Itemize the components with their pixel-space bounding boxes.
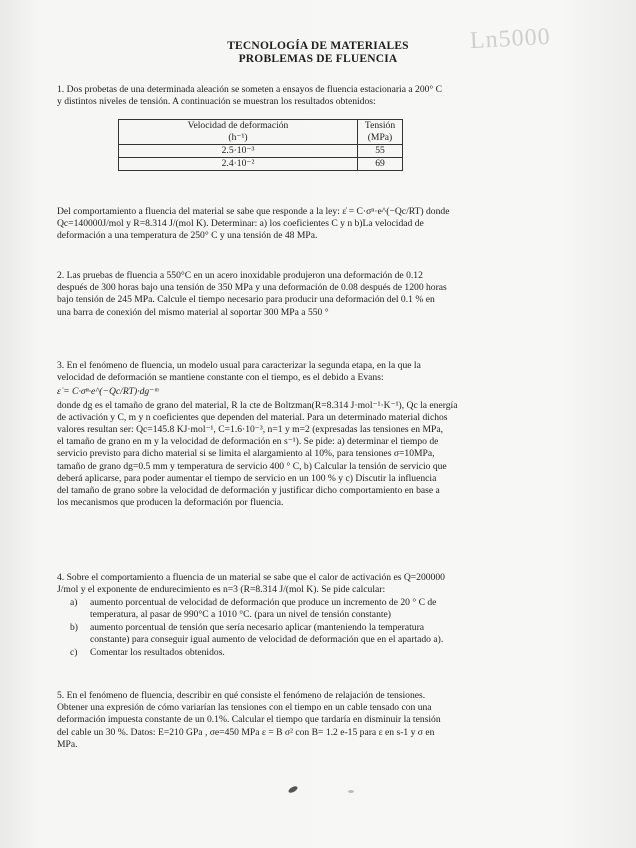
- text-line: 2. Las pruebas de fluencia a 550°C en un acero inoxidable produjeron una deformación de 0.12: [57, 270, 423, 281]
- text-line: tamaño de grano dg=0.5 mm y temperatura de servicio 400 ° C, b) Calcular la tensión de servicio que: [57, 460, 447, 472]
- list-item-a: a) aumento porcentual de velocidad de deformación que produce un incremento de 20 ° C de: [70, 597, 437, 608]
- ink-smudge: [287, 785, 298, 794]
- problem-3: [57, 360, 577, 509]
- list-item-b: b) aumento porcentual de tensión que sería necesario aplicar (manteniendo la temperatura: [70, 622, 425, 633]
- text-line: 4. Sobre el comportamiento a fluencia de un material se sabe que el calor de activación es Q=200000: [57, 572, 445, 583]
- text-line: 5. En el fenómeno de fluencia, describir en qué consiste el fenómeno de relajación de tensiones.: [57, 690, 426, 701]
- text-line: velocidad de deformación se mantiene constante con el tiempo, es el debido a Evans:: [57, 372, 384, 384]
- problem-1-intro: [57, 84, 577, 108]
- text-line: y distintos niveles de tensión. A continuación se muestran los resultados obtenidos:: [57, 96, 376, 108]
- text-line: J/mol y el exponente de endurecimiento es n=3 (R=8.314 J/(mol K). Se pide calcular:: [57, 584, 386, 596]
- text-line: MPa.: [57, 738, 78, 750]
- text-line: valores resultan ser: Qc=145.8 KJ·mol⁻¹, C=1.6·10⁻³, n=1 y m=2 (expresadas las tensiones en MPa,: [57, 424, 444, 436]
- cell-stress: 55: [358, 145, 403, 158]
- evans-formula: ε̇ = C·σⁿ·e^(−Qc/RT)·dg⁻ᵐ: [57, 386, 159, 398]
- document-subtitle: PROBLEMAS DE FLUENCIA: [238, 53, 398, 65]
- text-line: deberá aplicarse, para poder aumentar el tiempo de servicio en un 100 % y c) Discutir la influencia: [57, 472, 437, 484]
- ink-smudge: [348, 790, 354, 793]
- text-line: deformación a una temperatura de 250° C y una tensión de 48 MPa.: [57, 230, 318, 242]
- table-header-row: [119, 120, 403, 145]
- text-line: del cable un 30 %. Datos: E=210 GPa , σe=450 MPa ε = B σ² con B= 1.2 e-15 para ε en s-1 y σ en: [57, 726, 435, 738]
- header-rate: Velocidad de deformación (h⁻¹): [119, 120, 358, 145]
- cell-rate: 2.5·10⁻³: [119, 145, 358, 158]
- watermark: Ln5000: [469, 23, 552, 55]
- list-item-c: c) Comentar los resultados obtenidos.: [70, 647, 225, 658]
- problem-4: [57, 572, 577, 596]
- text-line: de activación y C, m y n coeficientes que dependen del material. Para un determinado material dichos: [57, 411, 448, 423]
- text-line: bajo tensión de 245 MPa. Calcule el tiempo necesario para producir una deformación del 0.1 % en: [57, 294, 435, 306]
- problem-4-items: [70, 597, 580, 677]
- cell-rate: 2.4·10⁻²: [119, 158, 358, 171]
- text-line: Del comportamiento a fluencia del material se sabe que responde a la ley: ε̇ = C·σⁿ·e^(−Qc/RT) donde: [57, 206, 450, 217]
- text-line: Obtener una expresión de cómo variarían las tensiones con el tiempo en un cable tensado con una: [57, 702, 432, 714]
- text-line: una barra de conexión del mismo material al soportar 300 MPa a 550 °: [57, 306, 329, 318]
- text-line: el tamaño de grano en m y la velocidad de deformación en s⁻¹). Se pide: a) determinar el tiempo de: [57, 436, 439, 448]
- text-line: 1. Dos probetas de una determinada aleación se someten a ensayos de fluencia estacionaria a 200° C: [57, 84, 443, 95]
- text-line: donde dg es el tamaño de grano del material, R la cte de Boltzman(R=8.314 J·mol⁻¹·K⁻¹), Qc la energía: [57, 399, 458, 411]
- text-line: después de 300 horas bajo una tensión de 350 MPa y una deformación de 0.08 después de 1200 horas: [57, 282, 447, 294]
- results-table: [118, 119, 403, 171]
- table-row: [119, 158, 403, 171]
- text-line: 3. En el fenómeno de fluencia, un modelo usual para caracterizar la segunda etapa, en la que la: [57, 360, 421, 371]
- table-row: [119, 145, 403, 158]
- text-line: del tamaño de grano sobre la velocidad de deformación y justificar dicho comportamiento en base a: [57, 485, 440, 497]
- header-stress: Tensión (MPa): [358, 120, 403, 145]
- list-item-a-cont: temperatura, al pasar de 990°C a 1010 °C. (para un nivel de tensión constante): [90, 609, 391, 620]
- problem-1-body: [57, 206, 577, 243]
- cell-stress: 69: [358, 158, 403, 171]
- problem-2: [57, 270, 577, 319]
- text-line: deformación impuesta constante de un 0.1%. Calcular el tiempo que tardaría en disminuir la tensión: [57, 714, 441, 726]
- list-item-b-cont: constante) para conseguir igual aumento de velocidad de deformación que en el apartado a).: [90, 634, 444, 645]
- document-title: TECNOLOGÍA DE MATERIALES: [227, 40, 409, 52]
- text-line: servicio previsto para dicho material si se limita el alargamiento al 10%, para tensiones σ=10MPa,: [57, 448, 435, 460]
- text-line: Qc=140000J/mol y R=8.314 J/(mol K). Determinar: a) los coeficientes C y n b)La velocidad de: [57, 218, 424, 230]
- problem-5: [57, 690, 577, 751]
- text-line: los mecanismos que producen la deformación por fluencia.: [57, 497, 284, 509]
